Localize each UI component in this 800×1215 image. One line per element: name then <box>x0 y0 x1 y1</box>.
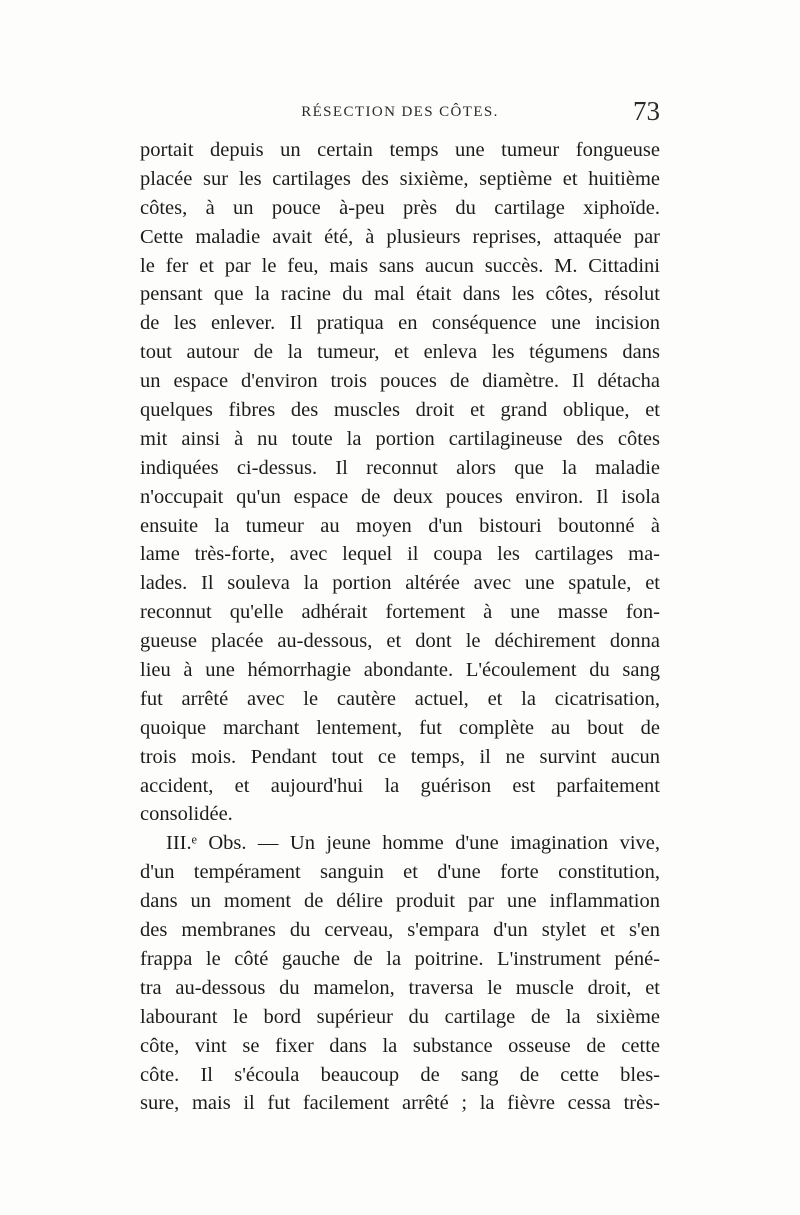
text-line: le fer et par le feu, mais sans aucun succès. M. Cittadini <box>140 254 660 277</box>
text-line: fut arrêté avec le cautère actuel, et la cicatrisation, <box>140 687 660 710</box>
text-line: labourant le bord supérieur du cartilage de la sixième <box>140 1005 660 1028</box>
text-line: frappa le côté gauche de la poitrine. L'instrument péné- <box>140 947 660 970</box>
running-head <box>140 96 660 130</box>
running-title: RÉSECTION DES CÔTES. <box>301 104 499 120</box>
text-line: quoique marchant lentement, fut complète au bout de <box>140 716 660 739</box>
text-line: lades. Il souleva la portion altérée avec une spatule, et <box>140 572 660 595</box>
text-line: reconnut qu'elle adhérait fortement à une masse fon- <box>140 601 660 624</box>
text-line-paragraph-start: III.ᵉ Obs. — Un jeune homme d'une imagination vive, <box>166 832 660 855</box>
text-line: côtes, à un pouce à-peu près du cartilage xiphoïde. <box>140 196 660 219</box>
page-number: 73 <box>633 96 660 126</box>
text-line: n'occupait qu'un espace de deux pouces environ. Il isola <box>140 485 660 508</box>
text-line: tra au-dessous du mamelon, traversa le muscle droit, et <box>140 976 660 999</box>
text-line: sure, mais il fut facilement arrêté ; la fièvre cessa très- <box>140 1092 660 1115</box>
text-line: Cette maladie avait été, à plusieurs reprises, attaquée par <box>140 225 660 248</box>
text-line: d'un tempérament sanguin et d'une forte constitution, <box>140 861 660 884</box>
text-line: gueuse placée au-dessous, et dont le déchirement donna <box>140 630 660 653</box>
text-line: tout autour de la tumeur, et enleva les tégumens dans <box>140 341 660 364</box>
text-line: ensuite la tumeur au moyen d'un bistouri boutonné à <box>140 514 660 537</box>
text-line: côte. Il s'écoula beaucoup de sang de cette bles- <box>140 1063 660 1086</box>
text-line: dans un moment de délire produit par une inflammation <box>140 890 660 913</box>
text-line: trois mois. Pendant tout ce temps, il ne survint aucun <box>140 745 660 768</box>
text-line: accident, et aujourd'hui la guérison est parfaitement <box>140 774 660 797</box>
text-line: portait depuis un certain temps une tumeur fongueuse <box>140 139 660 161</box>
text-line: mit ainsi à nu toute la portion cartilagineuse des côtes <box>140 427 660 450</box>
text-line: des membranes du cerveau, s'empara d'un stylet et s'en <box>140 919 660 942</box>
text-line: quelques fibres des muscles droit et grand oblique, et <box>140 399 660 422</box>
body-text <box>140 136 660 1118</box>
text-line: lieu à une hémorrhagie abondante. L'écoulement du sang <box>140 659 660 682</box>
text-line: de les enlever. Il pratiqua en conséquence une incision <box>140 312 660 335</box>
text-line: pensant que la racine du mal était dans les côtes, résolut <box>140 283 660 306</box>
text-line: lame très-forte, avec lequel il coupa les cartilages ma- <box>140 543 660 566</box>
text-line: indiquées ci-dessus. Il reconnut alors que la maladie <box>140 456 660 479</box>
text-line: un espace d'environ trois pouces de diamètre. Il détacha <box>140 370 660 393</box>
text-line: côte, vint se fixer dans la substance osseuse de cette <box>140 1034 660 1057</box>
text-line-paragraph-end: consolidée. <box>140 803 233 826</box>
text-line: placée sur les cartilages des sixième, septième et huitième <box>140 167 660 190</box>
